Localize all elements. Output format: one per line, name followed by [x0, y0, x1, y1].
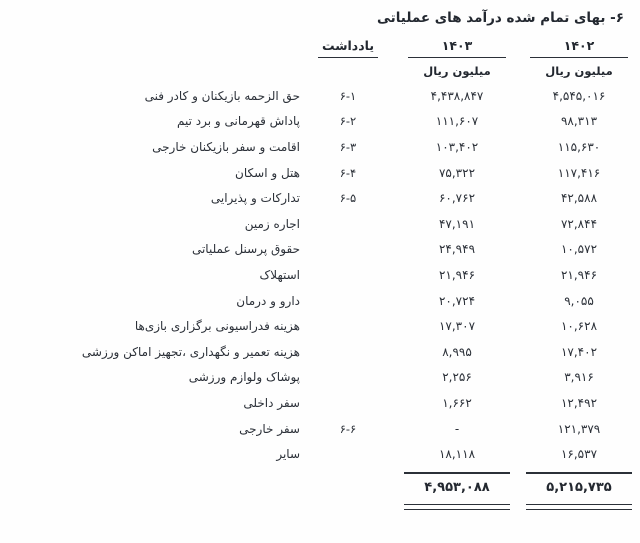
cell-label: پاداش قهرمانی و برد تیم: [177, 114, 300, 129]
table-header: [0, 34, 640, 83]
total-rule-label-cell: [0, 467, 300, 475]
table-row: [0, 390, 640, 416]
total-label: [0, 475, 300, 501]
table-row: [0, 237, 640, 263]
cell-value-1402: ۱۰,۵۷۲: [560, 242, 598, 257]
cell-note: ۶-۶: [339, 421, 357, 436]
cell-label: اقامت و سفر بازیکنان خارجی: [152, 139, 300, 154]
cell-value-1403: ۲۱,۹۴۶: [438, 267, 476, 282]
table-row: [0, 262, 640, 288]
cell-value-1403: ۶۰,۷۶۲: [438, 191, 476, 206]
total-rule-1402-cell: [518, 467, 640, 475]
total-note: [300, 475, 396, 501]
cell-note: ۶-۴: [339, 165, 357, 180]
table-body: [0, 83, 640, 467]
cell-label: استهلاک: [259, 267, 300, 282]
total-double-rule-1403: [404, 504, 510, 510]
table-row: [0, 134, 640, 160]
table-row: [0, 109, 640, 135]
table-row: [0, 339, 640, 365]
cell-note: ۶-۱: [339, 88, 357, 103]
total-value-1402: ۵,۲۱۵,۷۳۵: [546, 480, 612, 496]
cell-value-1403: -: [454, 421, 460, 436]
cell-label: هتل و اسکان: [235, 165, 300, 180]
cell-value-1403: ۴,۴۳۸,۸۴۷: [430, 88, 484, 103]
cell-value-1402: ۱۲۱,۳۷۹: [557, 421, 601, 436]
column-unit-note-spacer: [300, 59, 396, 83]
cell-label: اجاره زمین: [244, 216, 300, 231]
total-double-rule-1403-cell: [396, 501, 518, 510]
cell-note: [300, 365, 396, 391]
cell-value-1403: ۱۸,۱۱۸: [438, 447, 476, 462]
cell-note: ۶-۵: [339, 191, 357, 206]
cell-value-1402: ۹۸,۳۱۳: [560, 114, 598, 129]
cell-label: تدارکات و پذیرایی: [210, 191, 300, 206]
cell-value-1402: ۴۲,۵۸۸: [560, 191, 598, 206]
cell-value-1403: ۲۴,۹۴۹: [438, 242, 476, 257]
total-double-rule-1402-cell: [518, 501, 640, 510]
cell-note: [300, 288, 396, 314]
column-header-year-1403: ۱۴۰۳: [441, 37, 473, 53]
cell-value-1402: ۱۷,۴۰۲: [560, 344, 598, 359]
cell-value-1402: ۹,۰۵۵: [564, 293, 594, 308]
table-row: [0, 211, 640, 237]
cell-value-1403: ۲۰,۷۲۴: [438, 293, 476, 308]
cell-value-1403: ۱۰۳,۴۰۲: [435, 139, 479, 154]
cell-value-1403: ۱۷,۳۰۷: [438, 319, 476, 334]
cell-note: [300, 441, 396, 467]
column-unit-1402: میلیون ریال: [545, 64, 613, 78]
total-rule-1403: [404, 472, 510, 474]
table-footer: [0, 467, 640, 510]
cost-of-revenue-table: [0, 34, 640, 510]
cell-value-1402: ۲۱,۹۴۶: [560, 267, 598, 282]
cell-note: [300, 313, 396, 339]
cell-label: سایر: [276, 447, 300, 462]
table-row: [0, 83, 640, 109]
cell-value-1402: ۴,۵۴۵,۰۱۶: [552, 88, 606, 103]
header-row-units: [0, 59, 640, 83]
total-row: [0, 475, 640, 501]
section-heading: ۶- بهای تمام شده درآمد های عملیاتی: [377, 10, 624, 26]
cell-value-1403: ۱۱۱,۶۰۷: [435, 114, 479, 129]
total-double-rule-label-cell: [0, 501, 300, 510]
table-row: [0, 288, 640, 314]
total-value-1403: ۴,۹۵۳,۰۸۸: [424, 480, 490, 496]
total-rule-row: [0, 467, 640, 475]
total-double-rule-1402: [526, 504, 632, 510]
table-row: [0, 416, 640, 442]
cell-note: [300, 237, 396, 263]
cell-label: حقوق پرسنل عملیاتی: [191, 242, 300, 257]
total-double-rule-row: [0, 501, 640, 510]
cell-label: هزینه فدراسیونی برگزاری بازی‌ها: [134, 319, 300, 334]
cell-label: دارو و درمان: [236, 293, 300, 308]
total-rule-note-cell: [300, 467, 396, 475]
column-header-description: [0, 34, 300, 56]
cell-value-1403: ۸,۹۹۵: [442, 344, 472, 359]
cell-label: هزینه تعمیر و نگهداری ،تجهیز اماکن ورزشی: [81, 344, 300, 359]
cell-value-1402: ۱۱۷,۴۱۶: [557, 165, 601, 180]
cell-note: ۶-۲: [339, 114, 357, 129]
cell-value-1402: ۱۰,۶۲۸: [560, 319, 598, 334]
cell-value-1403: ۱,۶۶۲: [442, 395, 472, 410]
cell-note: [300, 339, 396, 365]
cell-note: [300, 211, 396, 237]
total-rule-1403-cell: [396, 467, 518, 475]
cell-label: سفر خارجی: [239, 421, 300, 436]
total-double-rule-note-cell: [300, 501, 396, 510]
cell-note: [300, 390, 396, 416]
column-unit-label-spacer: [0, 59, 300, 83]
cell-value-1402: ۳,۹۱۶: [564, 370, 594, 385]
cell-value-1403: ۲,۲۵۶: [442, 370, 472, 385]
cell-value-1403: ۷۵,۳۲۲: [438, 165, 476, 180]
table-row: [0, 160, 640, 186]
table-row: [0, 313, 640, 339]
cell-value-1402: ۱۱۵,۶۳۰: [557, 139, 601, 154]
cell-note: [300, 262, 396, 288]
cell-label: حق الزحمه بازیکنان و کادر فنی: [144, 88, 300, 103]
cell-value-1402: ۷۲,۸۴۴: [560, 216, 598, 231]
total-rule-1402: [526, 472, 632, 474]
table-row: [0, 185, 640, 211]
cell-note: ۶-۳: [339, 139, 357, 154]
cell-label: پوشاک ولوازم ورزشی: [188, 370, 300, 385]
cell-value-1403: ۴۷,۱۹۱: [438, 216, 476, 231]
table-row: [0, 441, 640, 467]
cell-value-1402: ۱۲,۴۹۲: [560, 395, 598, 410]
cell-value-1402: ۱۶,۵۳۷: [560, 447, 598, 462]
cell-label: سفر داخلی: [243, 395, 300, 410]
header-row-years: [0, 34, 640, 56]
column-header-note: یادداشت: [321, 37, 375, 53]
table-row: [0, 365, 640, 391]
column-header-year-1402: ۱۴۰۲: [563, 37, 595, 53]
column-unit-1403: میلیون ریال: [423, 64, 491, 78]
